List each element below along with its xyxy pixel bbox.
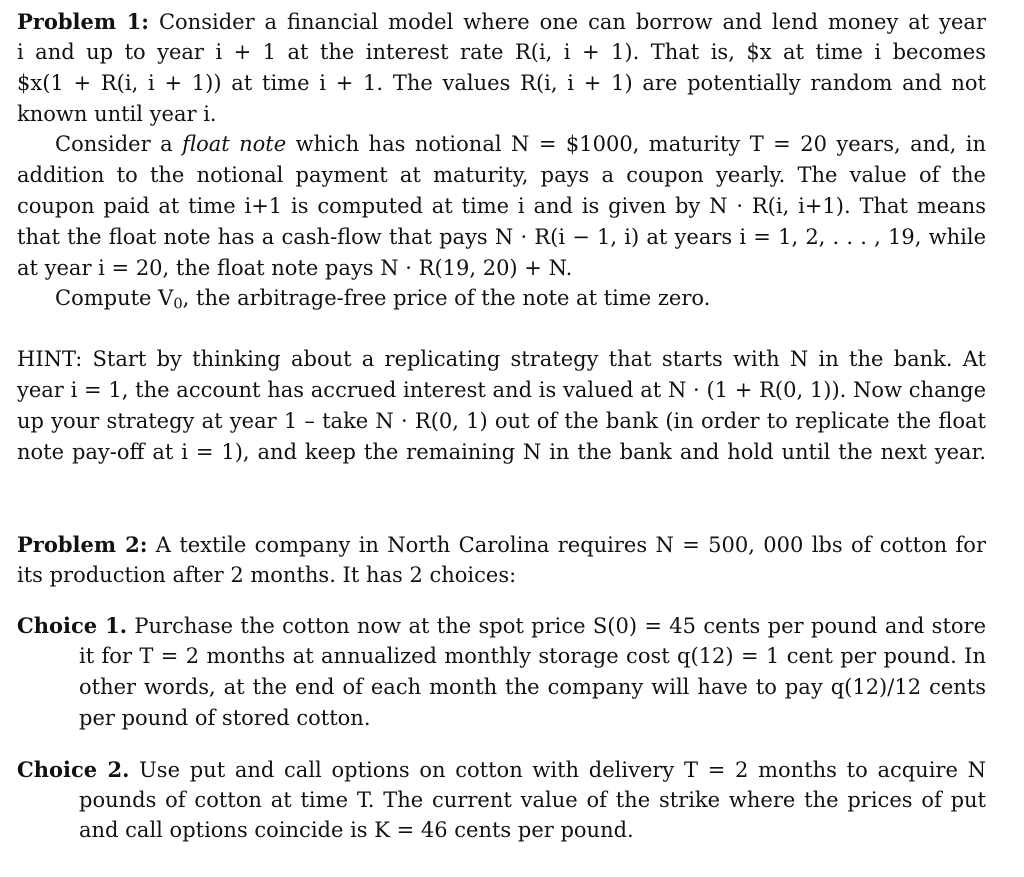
problem1-label: Problem 1:: [17, 9, 150, 34]
float-note-term: float note: [182, 132, 287, 156]
problem1-question: [17, 283, 986, 314]
choice1-line-3: other words, at the end of each month the company will have to pay q(12)/12 cents: [79, 675, 986, 699]
v-subscript: 0: [173, 295, 183, 313]
choice2-label: Choice 2.: [17, 757, 130, 782]
choice1-line-1: [17, 610, 986, 642]
choice1-label: Choice 1.: [17, 613, 128, 638]
choice1-line-4: per pound of stored cotton.: [79, 706, 371, 730]
choice1-text: Purchase the cotton now at the spot price S(0) = 45 cents per pound and store: [127, 614, 986, 638]
choice2-text: Use put and call options on cotton with delivery T = 2 months to acquire N: [129, 758, 986, 782]
problem1-para2-line-1: [17, 129, 986, 160]
choice2-line-2: pounds of cotton at time T. The current value of the strike where the prices of put: [79, 788, 986, 812]
problem2-line-2: its production after 2 months. It has 2 choices:: [17, 563, 517, 587]
problem1-line-4: known until year i.: [17, 102, 217, 126]
problem1-line-3: $x(1 + R(i, i + 1)) at time i + 1. The values R(i, i + 1) are potentially random and not: [17, 71, 986, 95]
hint-line-1: HINT: Start by thinking about a replicating strategy that starts with N in the bank. At: [17, 347, 986, 371]
problem1-para2-line-5: at year i = 20, the float note pays N · R(19, 20) + N.: [17, 256, 573, 280]
problem1-para2-line-4: that the float note has a cash-flow that pays N · R(i − 1, i) at years i = 1, 2, . . . , 19, while: [17, 225, 986, 249]
problem2-label: Problem 2:: [17, 532, 148, 557]
problem2-line-1: [17, 529, 986, 561]
problem1-para2-line-2: addition to the notional payment at maturity, pays a coupon yearly. The value of the: [17, 163, 986, 187]
float-note-intro: Consider a: [55, 132, 183, 156]
question-start: Compute V: [55, 286, 174, 310]
question-end: , the arbitrage-free price of the note at time zero.: [182, 286, 711, 310]
problem1-text: Consider a financial model where one can borrow and lend money at year: [158, 10, 986, 34]
hint-line-2: year i = 1, the account has accrued interest and is valued at N · (1 + R(0, 1)). Now change: [17, 378, 986, 402]
choice2-line-3: and call options coincide is K = 46 cents per pound.: [79, 818, 634, 842]
float-note-details: which has notional N = $1000, maturity T = 20 years, and, in: [286, 132, 986, 156]
problem1-para2-line-3: coupon paid at time i+1 is computed at time i and is given by N · R(i, i+1). That means: [17, 194, 986, 218]
hint-line-4: note pay-off at i = 1), and keep the remaining N in the bank and hold until the next year.: [17, 440, 986, 464]
choice1-line-2: it for T = 2 months at annualized monthly storage cost q(12) = 1 cent per pound. In: [79, 644, 986, 668]
problem2-text: A textile company in North Carolina requires N = 500, 000 lbs of cotton for: [147, 533, 986, 557]
problem1-line-2: i and up to year i + 1 at the interest rate R(i, i + 1). That is, $x at time i becomes: [17, 40, 986, 64]
problem1-line-1: [17, 6, 986, 38]
hint-line-3: up your strategy at year 1 – take N · R(0, 1) out of the bank (in order to replicate the float: [17, 409, 986, 433]
choice2-line-1: [17, 754, 986, 786]
